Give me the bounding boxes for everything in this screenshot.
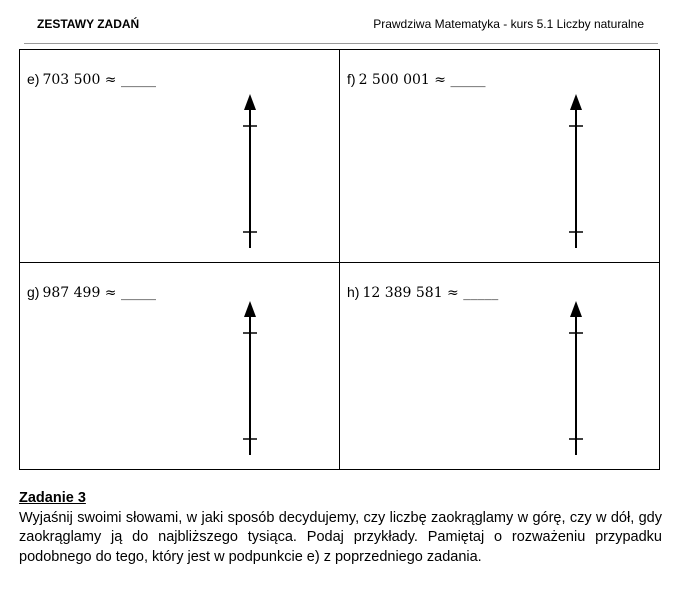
header-title: ZESTAWY ZADAŃ [37, 17, 140, 31]
exercise-cell-e [20, 50, 340, 262]
exercise-expression: 2 500 001 ≈ _____ [358, 72, 486, 88]
task-section [19, 489, 662, 567]
number-line-arrow-icon [240, 301, 260, 457]
header-course: Prawdziwa Matematyka - kurs 5.1 Liczby naturalne [373, 17, 644, 31]
number-line-arrow-icon [566, 94, 586, 250]
exercise-cell-h [340, 263, 660, 475]
exercise-expression: 703 500 ≈ _____ [42, 72, 156, 88]
number-line-arrow-icon [240, 94, 260, 250]
task-body: Wyjaśnij swoimi słowami, w jaki sposób decydujemy, czy liczbę zaokrąglamy w górę, czy w dół, gdy zaokrąglamy ją do najbliższego tysiąca. Podaj przykłady. Pamiętaj o rozważeniu przypadku podobnego do tego, który jest w podpunkcie e) z poprzedniego zadania. [19, 509, 662, 565]
exercise-expression: 987 499 ≈ _____ [42, 285, 156, 301]
header-divider [24, 43, 658, 44]
task-title: Zadanie 3 [19, 490, 86, 506]
exercise-grid [19, 49, 660, 470]
exercise-expression: 12 389 581 ≈ _____ [362, 285, 499, 301]
exercise-label: e) [27, 71, 40, 87]
exercise-cell-f [340, 50, 660, 262]
number-line-arrow-icon [566, 301, 586, 457]
exercise-label: g) [27, 284, 40, 300]
exercise-cell-g [20, 263, 340, 475]
exercise-label: h) [347, 284, 360, 300]
exercise-label: f) [347, 71, 356, 87]
